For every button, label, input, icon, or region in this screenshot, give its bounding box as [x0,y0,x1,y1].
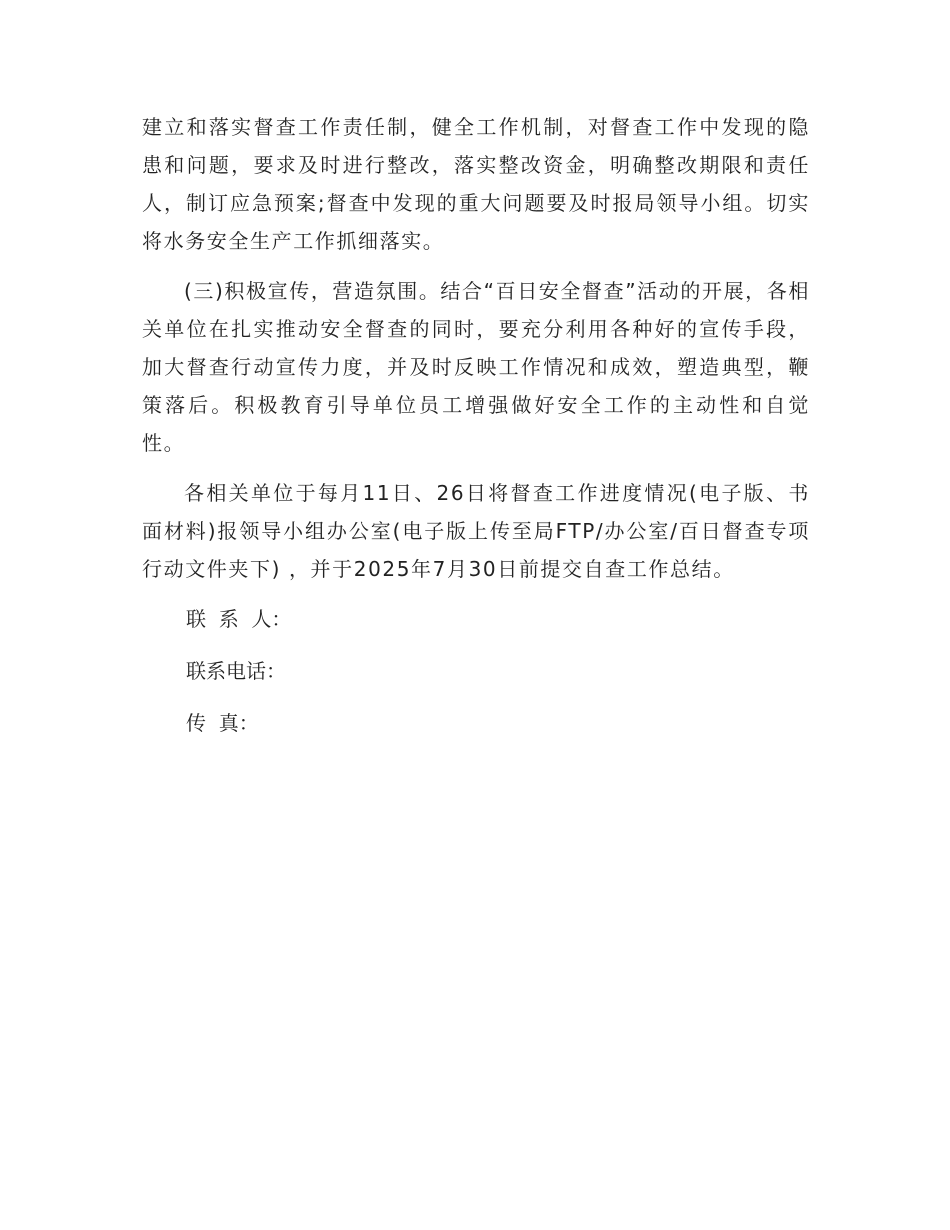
contact-fax-label: 传 真： [186,711,259,735]
contact-phone-label: 联系电话： [186,659,286,683]
paragraph-reporting: 各相关单位于每月11日、26日将督查工作进度情况(电子版、书面材料)报领导小组办公室(电子版上传至局FTP/办公室/百日督查专项行动文件夹下) ，并于2025年7月30日前提交自查工作总结。 [142,481,810,581]
contact-person-label: 联 系 人： [186,607,292,631]
paragraph-publicity: (三)积极宣传，营造氛围。结合“百日安全督查”活动的开展，各相关单位在扎实推动安全督查的同时，要充分利用各种好的宣传手段，加大督查行动宣传力度，并及时反映工作情况和成效，塑造典型，鞭策落后。积极教育引导单位员工增强做好安全工作的主动性和自觉性。 [142,279,810,455]
paragraph-responsibility: 建立和落实督查工作责任制，健全工作机制，对督查工作中发现的隐患和问题，要求及时进行整改，落实整改资金，明确整改期限和责任人，制订应急预案;督查中发现的重大问题要及时报局领导小组。切实将水务安全生产工作抓细落实。 [142,115,810,253]
document-body [142,108,810,742]
